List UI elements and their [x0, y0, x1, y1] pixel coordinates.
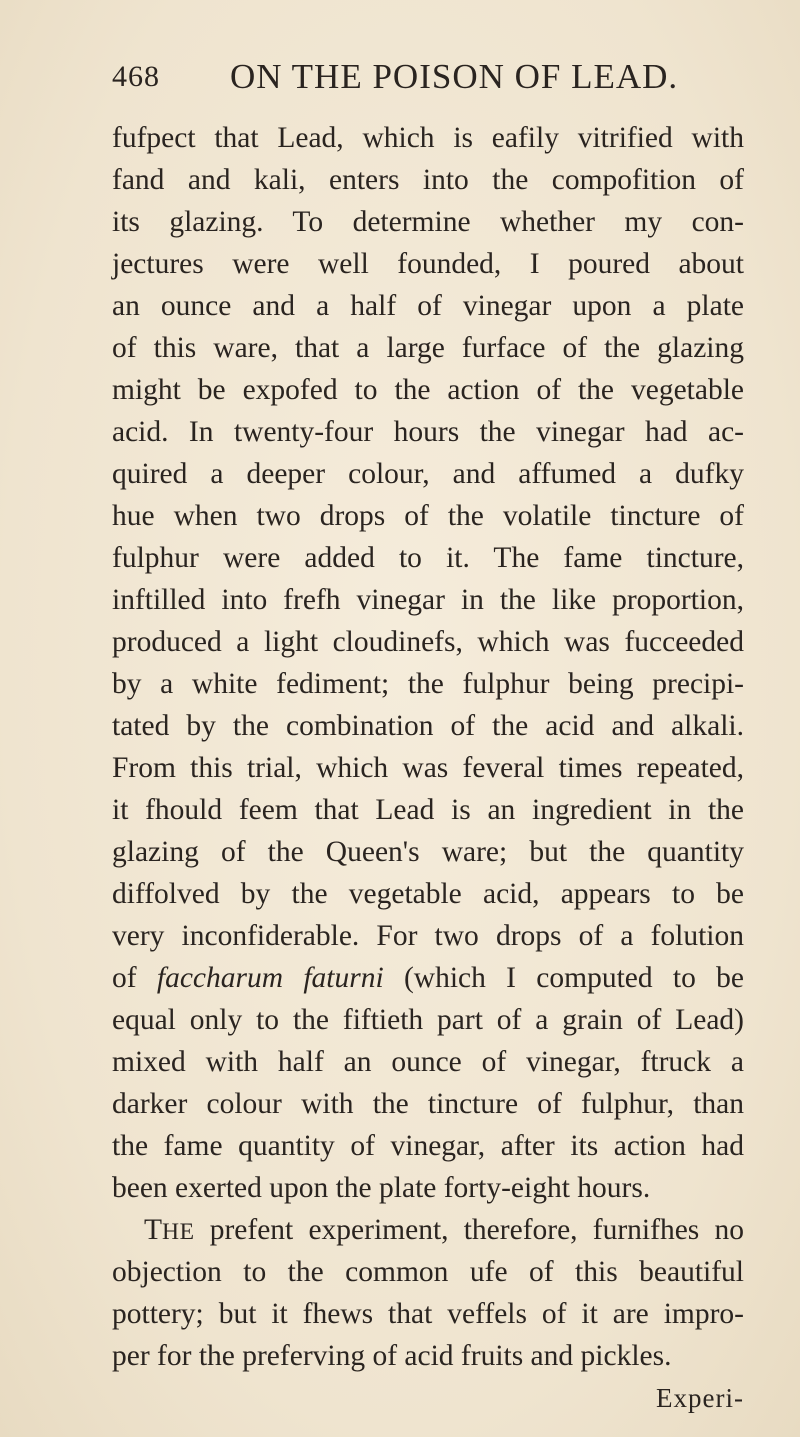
- latin-term: faccharum faturni: [156, 962, 384, 994]
- text-line: equal only to the fiftieth part of a grain of Lead): [112, 1004, 744, 1036]
- page-number: 468: [112, 60, 160, 93]
- text-line: hue when two drops of the volatile tincture of: [112, 500, 744, 532]
- text-line: it fhould feem that Lead is an ingredient in the: [112, 794, 744, 826]
- text-line: fand and kali, enters into the compofition of: [112, 164, 744, 196]
- text-line: inftilled into frefh vinegar in the like proportion,: [112, 584, 744, 616]
- paragraph-start-line: [112, 1209, 744, 1251]
- text-line: darker colour with the tincture of fulphur, than: [112, 1088, 744, 1120]
- text-line: the fame quantity of vinegar, after its action had: [112, 1130, 744, 1162]
- body-text: [112, 117, 744, 1419]
- text-line: fufpect that Lead, which is eafily vitrified with: [112, 122, 744, 154]
- text-line: fulphur were added to it. The fame tincture,: [112, 542, 744, 574]
- text-line: its glazing. To determine whether my con-: [112, 206, 744, 238]
- text-line: quired a deeper colour, and affumed a dufky: [112, 458, 744, 490]
- text-line: pottery; but it fhews that veffels of it are impro-: [112, 1298, 744, 1330]
- text-segment: of: [112, 962, 157, 994]
- text-line: of this ware, that a large furface of the glazing: [112, 332, 744, 364]
- text-line: by a white fediment; the fulphur being precipi-: [112, 668, 744, 700]
- text-line: mixed with half an ounce of vinegar, ftruck a: [112, 1046, 744, 1078]
- running-title: ON THE POISON OF LEAD.: [230, 57, 679, 96]
- text-line: From this trial, which was feveral times repeated,: [112, 752, 744, 784]
- drop-letter: T: [144, 1214, 163, 1246]
- text-line: acid. In twenty-four hours the vinegar had ac-: [112, 416, 744, 448]
- text-line: tated by the combination of the acid and alkali.: [112, 710, 744, 742]
- text-line: objection to the common ufe of this beautiful: [112, 1256, 744, 1288]
- text-line: glazing of the Queen's ware; but the quantity: [112, 836, 744, 868]
- running-header: [112, 52, 692, 102]
- text-line: been exerted upon the plate forty-eight hours.: [112, 1172, 651, 1204]
- text-segment: (which I computed to be: [383, 962, 744, 994]
- text-segment: prefent experiment, therefore, furnifhes no: [194, 1214, 744, 1246]
- text-line-latin: [112, 957, 744, 999]
- text-line: an ounce and a half of vinegar upon a plate: [112, 290, 744, 322]
- text-line: produced a light cloudinefs, which was fucceeded: [112, 626, 744, 658]
- small-caps: HE: [162, 1219, 195, 1245]
- catchword: Experi-: [656, 1383, 744, 1413]
- text-line: per for the preferving of acid fruits and pickles.: [112, 1340, 672, 1372]
- text-line: jectures were well founded, I poured about: [112, 248, 744, 280]
- text-line: diffolved by the vegetable acid, appears to be: [112, 878, 744, 910]
- text-line: might be expofed to the action of the vegetable: [112, 374, 744, 406]
- text-line: very inconfiderable. For two drops of a folution: [112, 920, 744, 952]
